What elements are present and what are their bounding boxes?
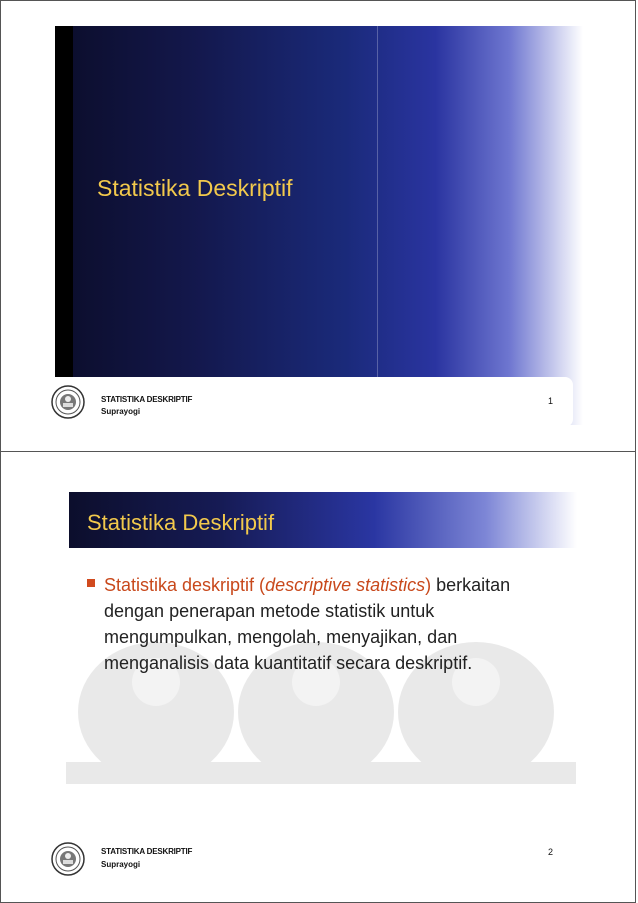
slide-2 <box>0 451 636 903</box>
slide-1-footer <box>43 377 573 427</box>
bullet-text <box>104 572 557 676</box>
slide-1 <box>0 0 636 452</box>
slide-1-left-strip <box>55 26 73 425</box>
slide-1-title-band <box>55 26 583 425</box>
bullet-body: berkaitan dengan penerapan metode statistik untuk mengumpulkan, mengolah, menyajikan, dan menganalisis data kuantitatif secara deskriptif. <box>104 575 511 673</box>
footer-course-title: STATISTIKA DESKRIPTIF <box>101 395 193 404</box>
university-seal-icon <box>51 842 85 876</box>
slide-1-title: Statistika Deskriptif <box>97 175 293 201</box>
bullet-square-icon <box>87 579 95 587</box>
slide-2-title: Statistika Deskriptif <box>87 510 275 535</box>
footer-page-number: 1 <box>548 396 554 406</box>
bullet-item <box>87 572 557 676</box>
footer-author: Suprayogi <box>101 407 141 416</box>
footer-page-number: 2 <box>548 847 554 857</box>
university-seal-icon <box>51 385 85 419</box>
slide-2-footer <box>43 840 573 892</box>
footer-course-title: STATISTIKA DESKRIPTIF <box>101 847 193 856</box>
bullet-close: ) <box>425 575 432 595</box>
bullet-lead: Statistika deskriptif ( <box>104 575 266 595</box>
slide-1-divider-line <box>377 26 378 425</box>
bullet-italic-term: descriptive statistics <box>265 575 426 595</box>
footer-author: Suprayogi <box>101 860 141 869</box>
